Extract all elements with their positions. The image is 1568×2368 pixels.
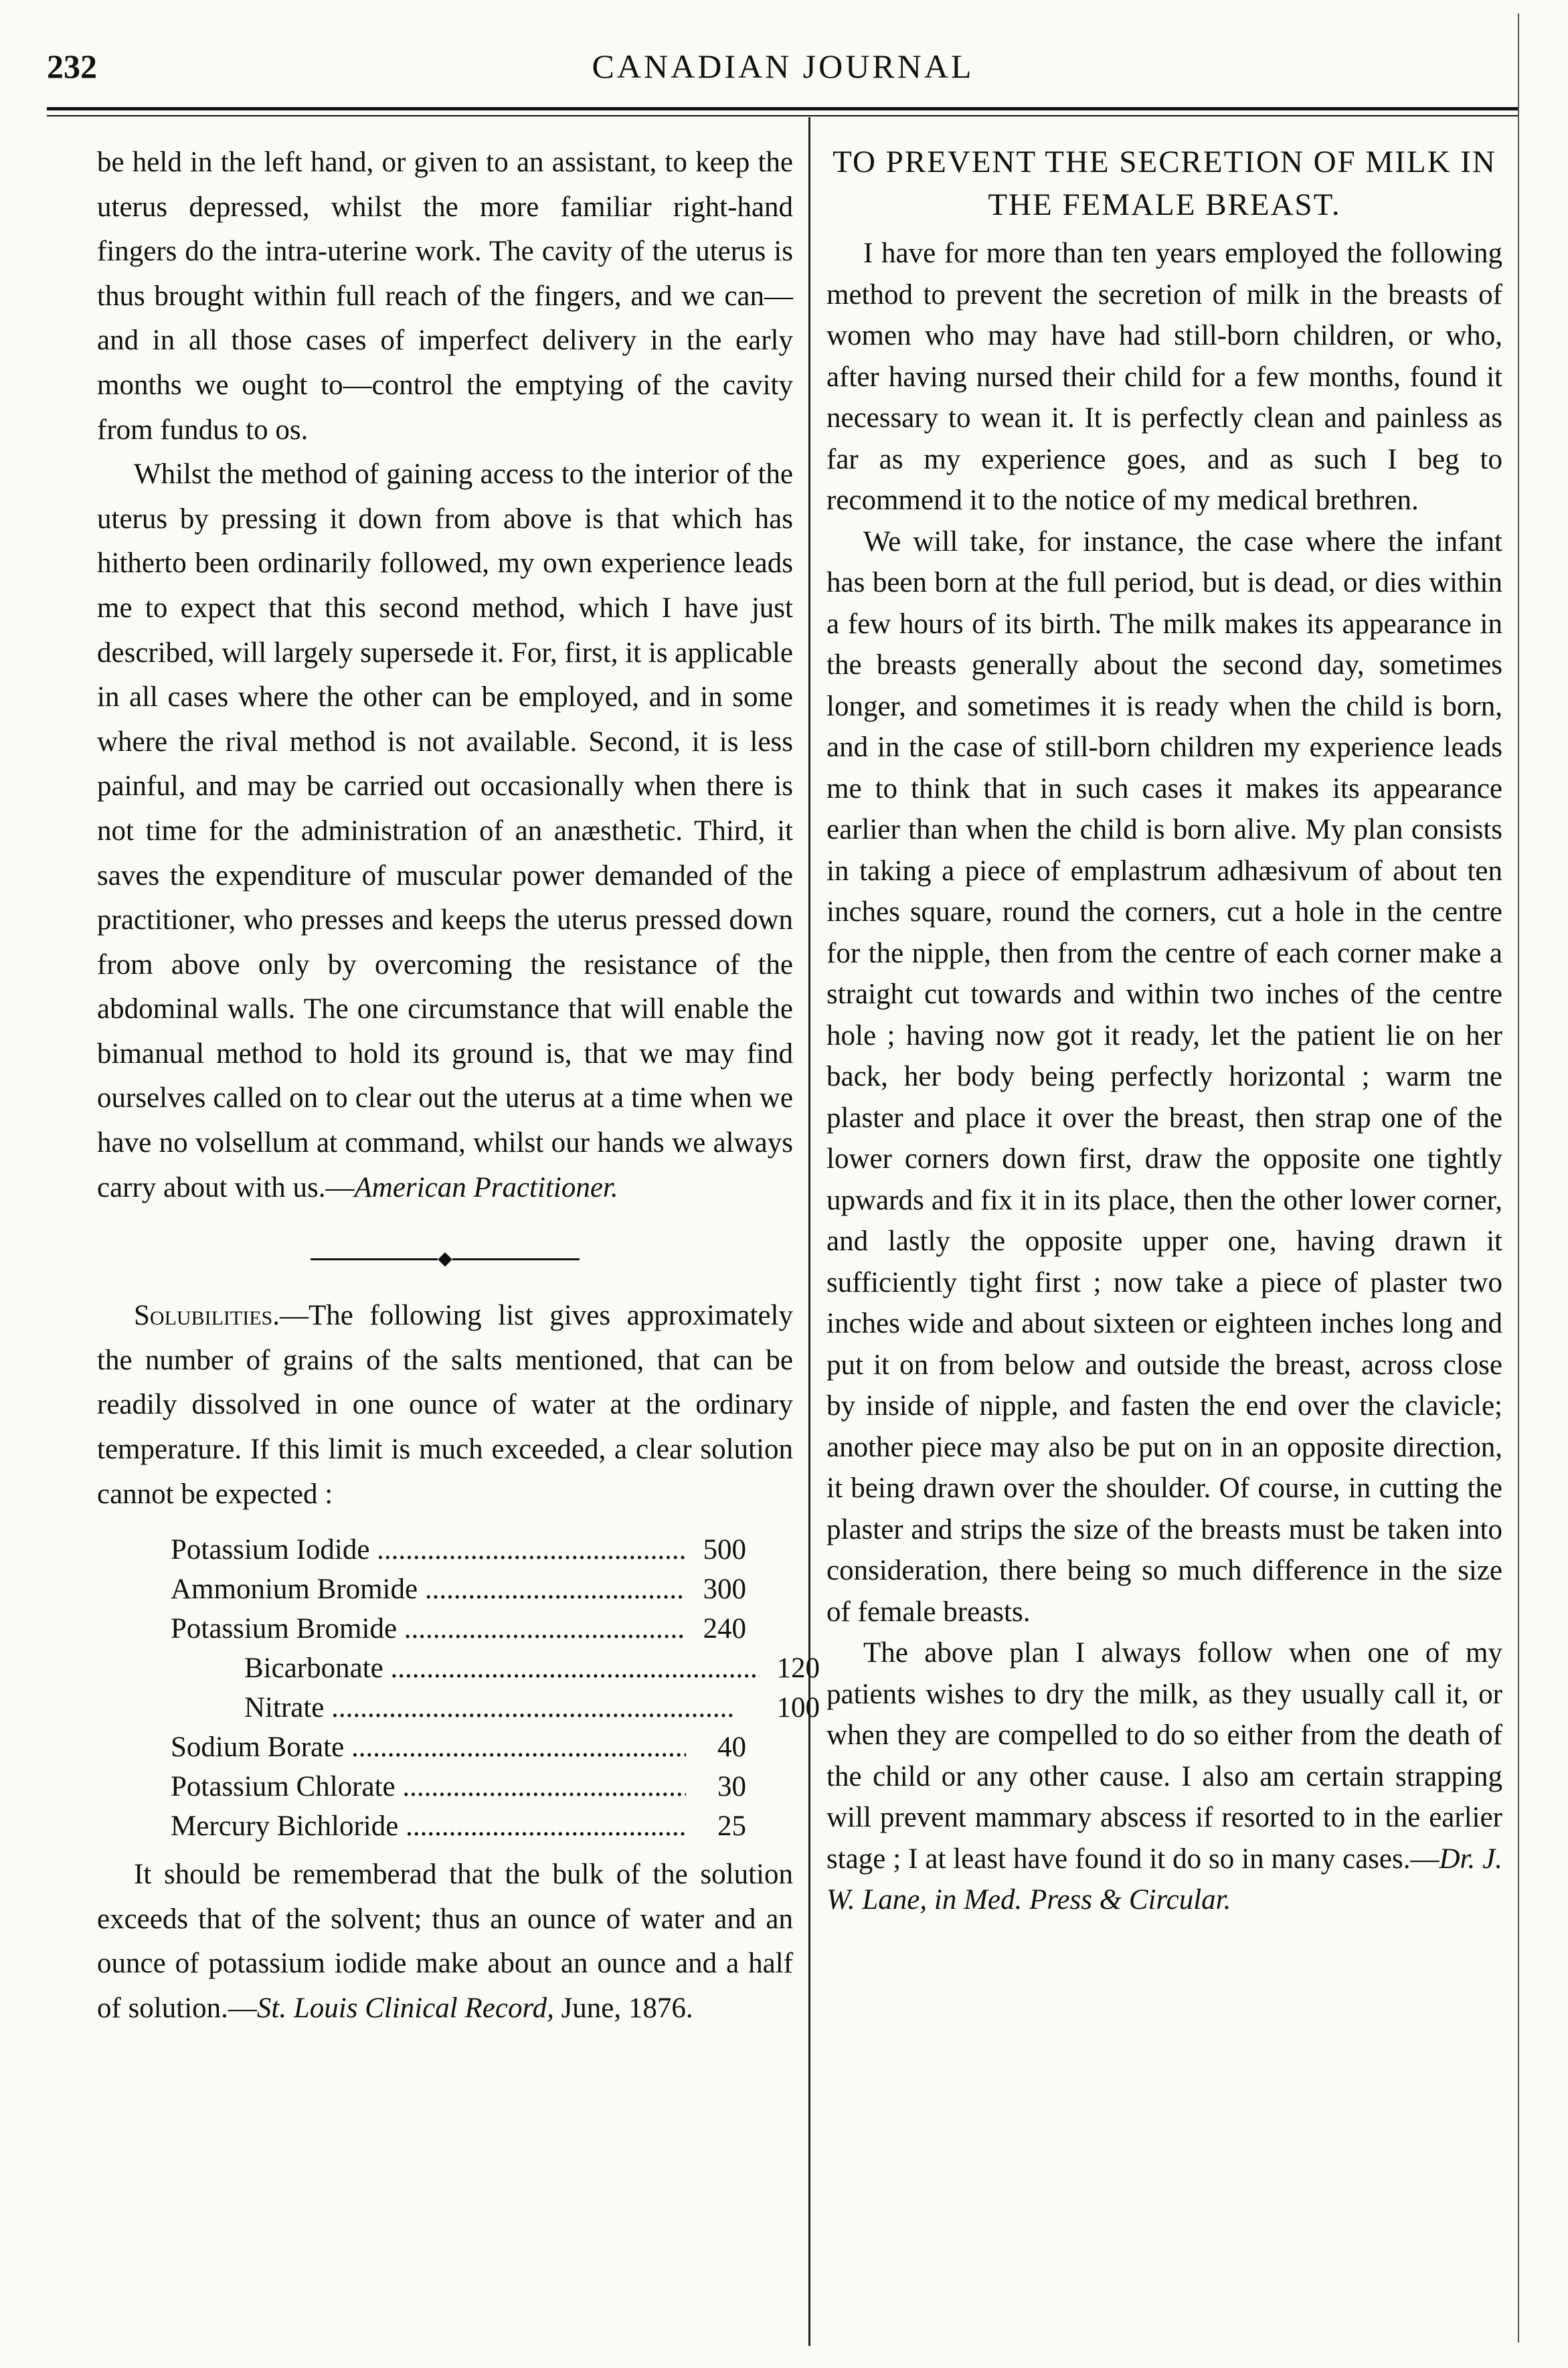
grain-value: 25	[717, 1810, 746, 1843]
grain-value: 30	[717, 1771, 746, 1803]
solubilities-intro: —The following list gives approximately the number of grains of the salts mentioned, that can be readily dissolved in one ounce of water at the ordinary temperature. If this limit is much exceeded, a clear solution cannot be expected :	[97, 1300, 793, 1510]
solubility-row	[171, 1688, 820, 1727]
page-edge-line	[1518, 13, 1519, 2343]
closing-text: It should be rememberad that the bulk of the solution exceeds that of the solvent; thus an ounce of water and an ounce of potassium iodide make about an ounce and a half of solution.—	[97, 1859, 793, 2024]
grain-value: 240	[703, 1613, 746, 1645]
method-description-paragraph: We will take, for instance, the case where the infant has been born at the full period, but is dead, or dies within a few hours of its birth. The milk makes its appearance in the breasts generally about the second day, sometimes longer, and sometimes it is ready when the child is born, and in the case of still-born children my experience leads me to think that in such cases it makes its appearance earlier than when the child is born alive. My plan consists in taking a piece of emplastrum adhæsivum of about ten inches square, round the corners, cut a hole in the centre for the nipple, then from the centre of each corner make a straight cut towards and within two inches of the centre hole ; having now got it ready, let the patient lie on her back, her body being perfectly horizontal ; warm tne plaster and place it over the breast, then strap one of the lower corners down first, draw the opposite one tightly upwards and fix it in its place, then the other lower corner, and lastly the opposite upper one, having drawn it sufficiently tight first ; now take a piece of plaster two inches wide and about sixteen or eighteen inches long and put it on from below and outside the breast, across close by inside of nipple, and fasten the end over the clavicle; another piece may also be put on in an opposite direction, it being drawn over the shoulder. Of course, in cutting the plaster and strips the size of the breasts must be taken into consideration, there being so much difference in the size of female breasts.	[826, 525, 1502, 1628]
solubility-row	[171, 1609, 746, 1648]
section-ornament: ◆	[97, 1234, 793, 1274]
column-divider	[808, 117, 810, 2346]
final-paragraph-text: The above plan I always follow when one of my patients wishes to dry the milk, as they usually call it, or when they are compelled to do so either from the death of the child or any other cause. I also am certain strapping will prevent mammary abscess if resorted to in the earlier stage ; I at least have found it do so in many cases.—	[826, 1637, 1502, 1875]
final-source: Dr. J. W. Lane, in Med. Press & Circular.	[826, 1843, 1502, 1916]
grain-value: 100	[776, 1692, 820, 1724]
running-title: CANADIAN JOURNAL	[592, 48, 974, 85]
closing-date: June, 1876.	[553, 1993, 693, 2024]
salt-name: Potassium Iodide .....	[171, 1530, 686, 1570]
header-rule-thin	[47, 115, 1519, 116]
solubility-row	[171, 1570, 746, 1609]
left-column	[97, 141, 820, 2031]
salt-name: Nitrate .....	[244, 1688, 760, 1727]
grain-value: 500	[703, 1534, 746, 1566]
article-title: TO PREVENT THE SECRETION OF MILK IN THE FEMALE BREAST.	[833, 145, 1496, 222]
solubilities-table	[171, 1530, 820, 1846]
solubility-row	[171, 1767, 746, 1806]
header-rule-thick	[47, 107, 1519, 110]
right-column	[826, 141, 1502, 1921]
salt-name: Potassium Bromide .....	[171, 1609, 686, 1648]
salt-name: Mercury Bichloride .....	[171, 1806, 686, 1846]
grain-value: 120	[776, 1653, 820, 1685]
closing-paragraph	[97, 1853, 793, 2031]
method-paragraph-text: Whilst the method of gaining access to the interior of the uterus by pressing it down from above is that which has hitherto been ordinarily followed, my own experience leads me to expect that this second method, which I have just described, will largely supersede it. For, first, it is applicable in all cases where the other can be employed, and in some where the rival method is not available. Second, it is less painful, and may be carried out occasionally when there is not time for the administration of an anæsthetic. Third, it saves the expenditure of muscular power demanded of the practitioner, who presses and keeps the uterus pressed down from above only by overcoming the resistance of the abdominal walls. The one circumstance that will enable the bimanual method to hold its ground is, that we may find ourselves called on to clear out the uterus at a time when we have no volsellum at command, whilst our hands we always carry about with us.—	[97, 458, 793, 1203]
grain-value: 40	[717, 1731, 746, 1764]
grain-value: 300	[703, 1574, 746, 1606]
salt-name: Bicarbonate .....	[244, 1648, 760, 1688]
page-header	[47, 47, 1519, 107]
solubility-row	[171, 1648, 820, 1688]
method-paragraph	[97, 452, 793, 1210]
solubilities-heading: Solubilities.	[134, 1300, 280, 1332]
salt-name: Potassium Chlorate .....	[171, 1767, 686, 1806]
solubilities-paragraph	[97, 1294, 793, 1517]
continued-paragraph: be held in the left hand, or given to an assistant, to keep the uterus depressed, whilst the more familiar right-hand fingers do the intra-uterine work. The cavity of the uterus is thus brought within full reach of the fingers, and we can—and in all those cases of imperfect delivery in the early months we ought to—control the emptying of the cavity from fundus to os.	[97, 147, 793, 446]
solubility-row	[171, 1727, 746, 1767]
page-number: 232	[47, 48, 97, 85]
solubility-row	[171, 1530, 746, 1570]
final-paragraph	[826, 1632, 1502, 1921]
salt-name: Sodium Borate .....	[171, 1727, 686, 1767]
method-source: American Practitioner.	[354, 1171, 618, 1203]
salt-name: Ammonium Bromide .....	[171, 1570, 686, 1609]
solubility-row	[171, 1806, 746, 1846]
intro-paragraph: I have for more than ten years employed the following method to prevent the secretion of milk in the breasts of women who may have had still-born children, or who, after having nursed their child for a few months, found it necessary to wean it. It is perfectly clean and painless as far as my experience goes, and as such I beg to recommend it to the notice of my medical brethren.	[826, 238, 1502, 516]
closing-source: St. Louis Clinical Record,	[256, 1993, 554, 2024]
